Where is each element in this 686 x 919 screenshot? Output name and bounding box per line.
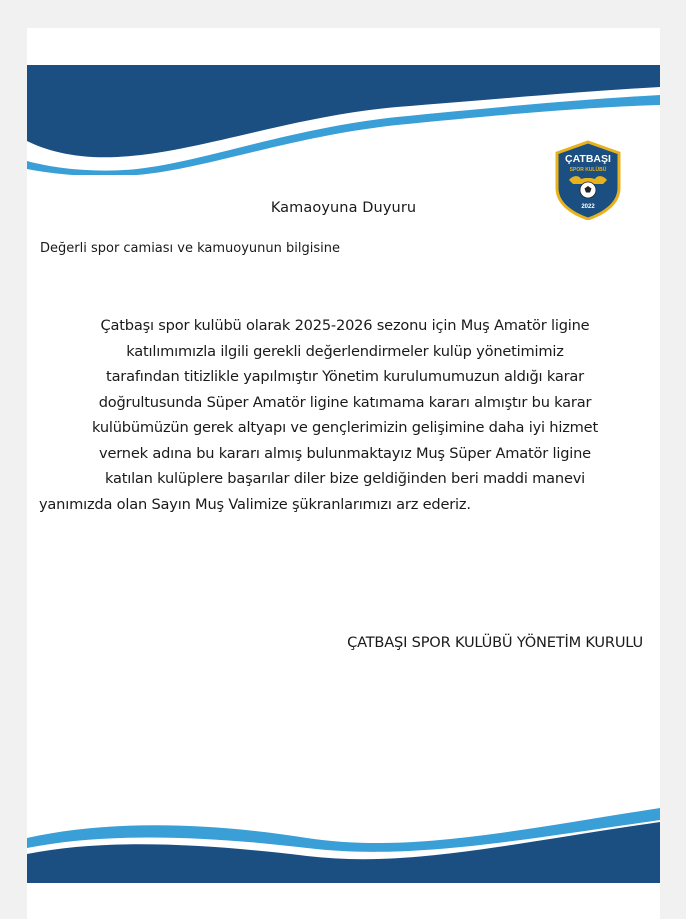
logo-name: ÇATBAŞI xyxy=(565,153,611,165)
body-line: katılımımızla ilgili gerekli değerlendirmeler kulüp yönetimimiz xyxy=(126,342,564,360)
logo-year: 2022 xyxy=(581,204,595,210)
body-line: yanımızda olan Sayın Muş Valimize şükranlarımızı arz ederiz. xyxy=(39,495,471,513)
body-line: kulübümüzün gerek altyapı ve gençlerimizin gelişimine daha iyi hizmet xyxy=(92,419,598,436)
body-line: katılan kulüplere başarılar diler bize geldiğinden beri maddi manevi xyxy=(104,470,586,487)
body-line: doğrultusunda Süper Amatör ligine katımama kararı almıştır bu karar xyxy=(98,393,592,411)
greeting-line: Değerli spor camiası ve kamuoyunun bilgisine xyxy=(40,241,340,256)
signature-line: ÇATBAŞI SPOR KULÜBÜ YÖNETİM KURULU xyxy=(347,634,643,651)
body-line: Çatbaşı spor kulübü olarak 2025-2026 sezonu için Muş Amatör ligine xyxy=(100,317,590,334)
body-line: vernek adına bu kararı almış bulunmaktayız Muş Süper Amatör ligine xyxy=(99,444,591,462)
document-page xyxy=(27,28,660,919)
announcement-body xyxy=(39,313,651,517)
footer-wave-decoration xyxy=(27,798,660,883)
announcement-title: Kamaoyuna Duyuru xyxy=(270,200,417,216)
logo-subtitle: SPOR KULÜBÜ xyxy=(569,167,607,173)
body-line: tarafından titizlikle yapılmıştır Yönetim kurulumumuzun aldığı karar xyxy=(106,368,584,385)
